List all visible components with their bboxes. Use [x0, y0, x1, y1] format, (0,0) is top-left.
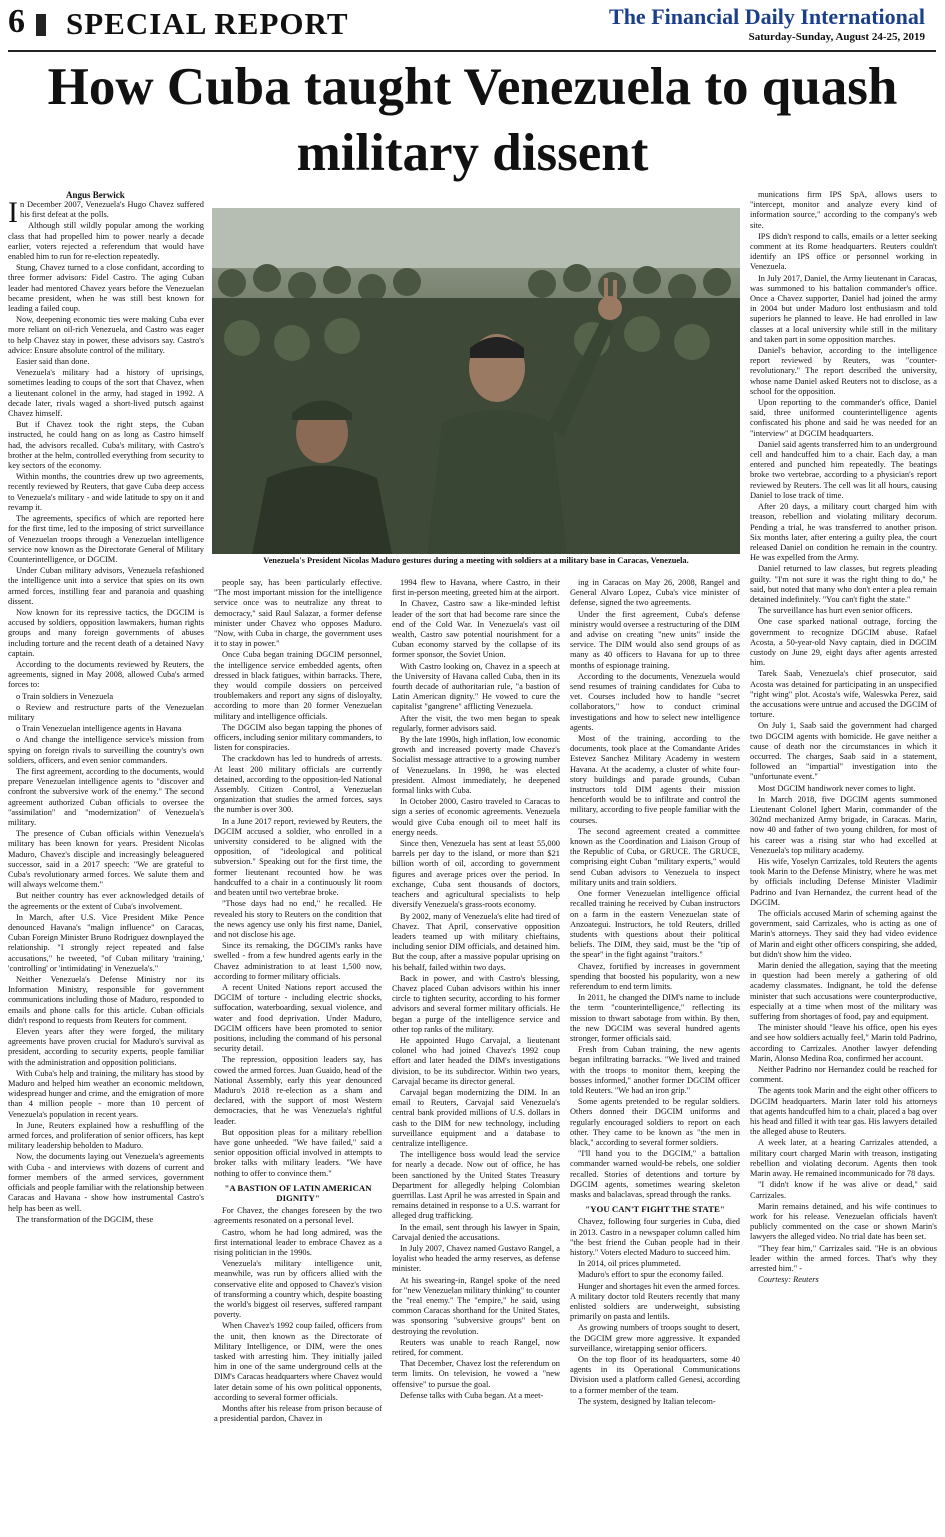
column-paragraphs — [392, 578, 560, 1401]
article-paragraph: Daniel said agents transferred him to an underground cell and handcuffed him to a chair. Each day, a man entered and punched him repeatedly. The beatings broke two vertebrae, according to a physician's report reviewed by Reuters. The cell was lit all hours, causing Daniel to lose track of time. — [750, 439, 937, 500]
article-paragraph: The surveillance has hurt even senior officers. — [758, 606, 913, 616]
header-rule — [8, 50, 936, 52]
article-paragraph: Some agents pretended to be regular soldiers. Others donned their DGCIM uniforms and regularly encouraged soldiers to report on each other. They came to be known as "the men in black," according to several former soldiers. — [570, 1097, 740, 1147]
article-paragraph: Since its remaking, the DGCIM's ranks have swelled - from a few hundred agents early in the Chavez administration to at least 1,500 now, according to former military officials. — [214, 941, 382, 981]
section-marker — [36, 14, 46, 36]
article-paragraph: In March 2018, five DGCIM agents summoned Lieutenant Colonel Igbert Marin, commander of the 302nd mechanized Army brigade, in Caracas. Marin, now 40 and father of two young children, for most of his career was a rising star who had excelled at Venezuela's top military academy. — [750, 794, 937, 855]
subhead: "A BASTION OF LATIN AMERICAN DIGNITY" — [224, 1182, 372, 1203]
article-paragraph: Neither Venezuela's Defense Ministry nor its Information Ministry, responsible for government communications including those of Maduro, responded to emails and phone calls for this article. Cuban officials didn't respond to requests from Reuters for comment. — [8, 975, 204, 1025]
article-paragraph: Under the first agreement, Cuba's defense ministry would oversee a restructuring of the DIM and advise on creating "new units" inside the service. The DIM would also send groups of as many as 40 officers to Havana for up to three months of espionage training. — [570, 609, 740, 670]
article-paragraph: Marin denied the allegation, saying that the meeting in question had been merely a gathering of old academy classmates. Indignant, he told the defense minister that such accusations were counterproductive, especially at a time when most of the military was suffering from shortages of food, pay and equipment. — [750, 961, 937, 1022]
article-paragraph: With Castro looking on, Chavez in a speech at the University of Havana called Cuba, then in its fourth decade of authoritarian rule, "a bastion of Latin American dignity." He vowed to cure the capitalist "gangrene" afflicting Venezuela. — [392, 661, 560, 712]
article-paragraph: Eleven years after they were forged, the military agreements have proven crucial for Maduro's survival as president, according to security experts, people familiar with the administration and opposition politicians. — [8, 1027, 204, 1067]
article-paragraph: 1994 flew to Havana, where Castro, in their first in-person meeting, greeted him at the airport. — [392, 578, 560, 598]
article-column-4 — [570, 578, 740, 1537]
article-paragraph: munications firm IPS SpA, allows users to "intercept, monitor and analyze every kind of information source," according to the company's web site. — [750, 190, 937, 230]
article-paragraph: On the top floor of its headquarters, some 40 agents in its Operational Communications Division used a platform called Genesi, according to a former member of the team. — [570, 1355, 740, 1395]
photo-caption: Venezuela's President Nicolas Maduro gestures during a meeting with soldiers at a military base in Caracas, Venezuela. — [263, 556, 689, 565]
article-paragraph: In 2014, oil prices plummeted. — [578, 1259, 681, 1269]
article-paragraph: The crackdown has led to hundreds of arrests. At least 200 military officials are currently detained, according to the opposition-led National Assembly. Citizen Control, a Venezuelan organization that studies the armed forces, says the number is over 300. — [214, 754, 382, 815]
article-paragraph: In June, Reuters explained how a reshuffling of the armed forces, and proliferation of senior officers, has kept military leadership beholden to Maduro. — [8, 1120, 204, 1151]
article-paragraph: Maduro's effort to spur the economy failed. — [578, 1270, 724, 1280]
article-paragraph: Chavez, following four surgeries in Cuba, died in 2013. Castro in a newspaper column called him "the best friend the Cuban people had in their history." Voters elected Maduro to succeed him. — [570, 1217, 740, 1257]
article-paragraph: When Chavez's 1992 coup failed, officers from the unit, then known as the Directorate of Military Intelligence, or DIM, were the ones tasked with arresting him. They initially jailed him in one of the same underground cells at the DIM's Caracas headquarters where Chavez would later detain some of his own political opponents, according to several former officials. — [214, 1321, 382, 1402]
article-paragraph: Daniel returned to law classes, but regrets pleading guilty. "I'm not sure it was the right thing to do," he said, but noted that many who don't enter a plea remain detained indefinitely. "You can't fight the state." — [750, 564, 937, 604]
article-paragraph: "I'll hand you to the DGCIM," a battalion commander warned would-be rebels, one soldier recalled. Stories of detentions and torture by DGCIM agents, sometimes wearing skeleton masks and balaclavas, spread through the ranks. — [570, 1149, 740, 1199]
article-paragraph: "I didn't know if he was alive or dead," said Carrizales. — [750, 1180, 937, 1200]
article-paragraph: After the visit, the two men began to speak regularly, former advisors said. — [392, 713, 560, 733]
article-paragraph: o Train soldiers in Venezuela — [16, 691, 114, 701]
article-paragraph: Carvajal began modernizing the DIM. In an email to Reuters, Carvajal said Venezuela's central bank provided millions of U.S. dollars in cash to the DIM for new technology, including surveillance equipment and a database to centralize intelligence. — [392, 1087, 560, 1148]
column-paragraphs-after — [570, 1217, 740, 1407]
masthead — [609, 4, 925, 44]
article-paragraph: Although still wildly popular among the working class that had propelled him to power nearly a decade earlier, voters rejected a referendum that would have enabled him to run for re-election repeatedly. — [8, 221, 204, 262]
page-number: 6 — [8, 3, 25, 40]
article-paragraph: In Chavez, Castro saw a like-minded leftist leader of the sort that had become rare since the end of the Cold War. In Venezuela's vast oil wealth, Castro saw potential nourishment for a Cuban economy starved by the collapse of its former sponsor, the Soviet Union. — [392, 599, 560, 660]
article-paragraph: In December 2007, Venezuela's Hugo Chavez suffered his first defeat at the polls. — [8, 200, 204, 229]
article-paragraph: "Those days had no end," he recalled. He revealed his story to Reuters on the condition that the news agency use only his first name, Daniel, and not disclose his age. — [214, 899, 382, 939]
byline: Angus Berwick — [66, 190, 125, 200]
column-paragraphs-after — [214, 1206, 382, 1424]
article-paragraph: Fresh from Cuban training, the new agents began infiltrating barracks. "We lived and trained with the troops to monitor them, keeping the bosses informed," another former DGCIM officer told Reuters. "We had an iron grip." — [570, 1045, 740, 1095]
article-photo — [212, 208, 740, 554]
article-paragraph: After 20 days, a military court charged him with treason, rebellion and violating military decorum. Pending a trial, he was transferred to another prison. Six months later, after entering a guilty plea, the court released Daniel on condition he remain in the country. He was expelled from the Army. — [750, 502, 937, 563]
article-paragraph: The second agreement created a committee known as the Coordination and Liaison Group of the Republic of Cuba, or GRUCE. The GRUCE, comprising eight Cuban "military experts," would send Cuban advisors to Venezuela to inspect military units and train soldiers. — [570, 826, 740, 887]
article-column-5 — [750, 190, 937, 1537]
article-paragraph: The DGCIM also began tapping the phones of officers, including senior military commanders, to listen for conspiracies. — [214, 722, 382, 753]
article-paragraph: In March, after U.S. Vice President Mike Pence denounced Havana's "malign influence" on Caracas, Cuban Foreign Minister Bruno Rodriguez downplayed the relationship. "I strongly reject repeated and false accusations," he tweeted, "of Cuban military 'training,' 'controlling' or 'intimidating' in Venezuela's." — [8, 912, 204, 973]
article-paragraph: Now, deepening economic ties were making Cuba ever more reliant on oil-rich Venezuela, and Castro was eager to help Chavez stay in power, these advisors say. Castro's advice: Ensure absolute control of the military. — [8, 315, 204, 355]
newspaper-name: The Financial Daily International — [609, 4, 925, 29]
article-paragraph: The officials accused Marin of scheming against the government, said Carrizales, who is acting as one of Marin's attorneys. They said they had video evidence of Marin and eight other officers conspiring, she added, but didn't show him the video. — [750, 909, 937, 959]
article-paragraph: With Cuba's help and training, the military has stood by Maduro and helped him weather an economic meltdown, widespread hunger and crime, and the emigration of more than 4 million people - more than 10 percent of Venezuela's population in recent years. — [8, 1068, 204, 1119]
article-paragraph: Now, the documents laying out Venezuela's agreements with Cuba - and interviews with dozens of current and former members of the armed services, government officials and people familiar with the relationship between Caracas and Havana - show how instrumental Castro's help has been as well. — [8, 1152, 204, 1213]
photo-credit: Courtesy: Reuters — [758, 1275, 819, 1285]
article-paragraph: The intelligence boss would lead the service for nearly a decade. Now out of office, he has been sanctioned by the United States Treasury Department for allegedly helping Colombian guerrillas. Last April he was arrested in Spain and remains detained in response to a U.S. warrant for alleged drug trafficking. — [392, 1150, 560, 1221]
article-paragraph: The agents took Marin and the eight other officers to DGCIM headquarters. Marin later told his attorneys that agents handcuffed him to a chair, placed a bag over his head and filled it with tear gas. His lawyers detailed the alleged abuse to Reuters. — [750, 1086, 937, 1137]
article-paragraph: According to the documents, Venezuela would send resumes of training candidates for Cuba to vet. Courses included how to handle "secret collaborators," how to conduct criminal investigations and how to select new intelligence agents. — [570, 671, 740, 732]
article-column-2 — [214, 578, 382, 1537]
article-paragraph: Stung, Chavez turned to a close confidant, according to three former advisors: Fidel Castro. The aging Cuban leader had mentored Chavez years before the Venezuelan became president, when he was still best known for leading a failed coup. — [8, 263, 204, 314]
article-paragraph: Neither Padrino nor Hernandez could be reached for comment. — [750, 1065, 937, 1085]
article-paragraph: Most DGCIM handiwork never comes to light. — [758, 783, 916, 793]
article-paragraph: Under Cuban military advisors, Venezuela refashioned the intelligence unit into a service that spies on its own armed forces, instilling fear and paranoia and quashing dissent. — [8, 566, 204, 606]
article-paragraph: Marin remains detained, and his wife continues to work for his release. Venezuelan officials haven't publicly commented on the case or shown Marin's lawyers the alleged video. No trial date has been set. — [750, 1201, 937, 1242]
article-paragraph: A recent United Nations report accused the DGCIM of torture - including electric shocks, suffocation, waterboarding, sexual violence, and water and food deprivation. Under Maduro, DGCIM officers have been promoted to senior positions, including the command of his personal security detail. — [214, 982, 382, 1054]
article-paragraph: By 2002, many of Venezuela's elite had tired of Chavez. That April, conservative opposition leaders teamed up with military chieftains, including senior DIM officials, and detained him. But the coup, after a massive popular uprising on his behalf, failed within two days. — [392, 911, 560, 972]
section-title: SPECIAL REPORT — [66, 6, 349, 41]
article-paragraph: o Review and restructure parts of the Venezuelan military — [8, 702, 204, 722]
article-column-1 — [8, 200, 204, 1537]
column-paragraphs — [750, 190, 937, 1274]
column-paragraphs — [214, 578, 382, 1179]
article-paragraph: The minister should "leave his office, open his eyes and see how soldiers actually feel," Marin told Padrino, according to Carrizales. Another lawyer defending Marin, Alonso Medina Roa, confirmed her account. — [750, 1023, 937, 1063]
article-paragraph: On July 1, Saab said the government had charged two DGCIM agents with homicide. He gave neither a cause of death nor the circumstances in which it occurred. The charges, Saab said in a statement, followed an "impartial" investigation into the "unfortunate event." — [750, 721, 937, 782]
article-paragraph: Back in power, and with Castro's blessing, Chavez placed Cuban advisors within his inner circle to tighten security, according to his former advisors and several former military officials. He began a purge of the intelligence service and other top ranks of the military. — [392, 973, 560, 1034]
article-paragraph: One case sparked national outrage, forcing the government to recognize DGCIM abuse. Rafael Acosta, a 50-year-old Navy captain, died in DGCIM custody on June 29, eight days after agents arrested him. — [750, 617, 937, 668]
issue-date: Saturday-Sunday, August 24-25, 2019 — [748, 31, 925, 43]
article-paragraph: The transformation of the DGCIM, these — [16, 1214, 154, 1224]
article-paragraph: At his swearing-in, Rangel spoke of the need for "new Venezuelan military thinking" to counter the "real enemy." The "empire," he said, using common Caracas shorthand for the United States, was sponsoring "subversive groups" bent on destroying the revolution. — [392, 1275, 560, 1336]
article-paragraph: As growing numbers of troops sought to desert, the DGCIM grew more aggressive. It expanded surveillance, wiretapping senior officers. — [570, 1323, 740, 1353]
article-paragraph: Most of the training, according to the documents, took place at the Comandante Arides Estevez Sanchez Military Academy in western Havana. At the academy, a cluster of white four-story buildings and parade grounds, Cuban instructors told DIM agents their mission henceforth would be to infiltrate and control the military, according to five people familiar with the courses. — [570, 734, 740, 825]
article-paragraph: In the email, sent through his lawyer in Spain, Carvajal denied the accusations. — [392, 1222, 560, 1242]
article-paragraph: A week later, at a hearing Carrizales attended, a military court charged Marin with treason, instigating rebellion and violating decorum. Agents then took Marin away. He remained incommunicado for 78 days. — [750, 1138, 937, 1179]
article-paragraph: That December, Chavez lost the referendum on term limits. On television, he vowed a "new offensive" to pursue the goal. — [392, 1359, 560, 1389]
article-paragraph: Upon reporting to the commander's office, Daniel said, three uniformed counterintelligence agents confiscated his phone and said he was needed for an "interview" at DGCIM headquarters. — [750, 398, 937, 438]
article-paragraph: Venezuela's military intelligence unit, meanwhile, was run by officers allied with the conservative elite and opposed to Chavez's vision of transforming a country which, despite boasting the world's biggest oil reserves, suffered rampant poverty. — [214, 1259, 382, 1320]
article-paragraph: Castro, whom he had long admired, was the first international leader to embrace Chavez as a rising politician in the 1990s. — [214, 1227, 382, 1257]
article-paragraph: By the late 1990s, high inflation, low economic growth and increased poverty made Chavez's Socialist message attractive to a growing number of Venezuelans. In 1998, he was elected president. Almost immediately, he deepened formal links with Cuba. — [392, 735, 560, 796]
article-paragraph: According to the documents reviewed by Reuters, the agreements, signed in May 2008, allowed Cuba's armed forces to: — [8, 659, 204, 690]
article-paragraph: people say, has been particularly effective. "The most important mission for the intelligence service once was to neutralize any threat to democracy," said Raul Salazar, a former defense minister under Chavez who opposes Maduro. "Now, with Cuba in charge, the government uses it to stay in power." — [214, 578, 382, 649]
article-paragraph: The repression, opposition leaders say, has cowed the armed forces. Juan Guaido, head of the National Assembly, early this year denounced Maduro's 2018 re-election as a sham and declared, with the support of most Western democracies, that he was Venezuela's rightful leader. — [214, 1055, 382, 1126]
article-paragraph: Once Cuba began training DGCIM personnel, the intelligence service embedded agents, often dressed in black fatigues, within barracks. There, they would compile dossiers on perceived troublemakers and report any signs of disloyalty, according to more than 20 former Venezuelan military and intelligence officials. — [214, 650, 382, 721]
article-paragraph: In July 2007, Chavez named Gustavo Rangel, a loyalist who headed the army reserves, as defense minister. — [392, 1244, 560, 1274]
article-paragraph: o And change the intelligence service's mission from spying on foreign rivals to surveilling the country's own soldiers, officers, and even senior commanders. — [8, 735, 204, 765]
article-paragraph: In 2011, he changed the DIM's name to include the term "counterintelligence," reflecting its mission to thwart sabotage from within. By then, the new DGCIM was several hundred agents stronger, former officials said. — [570, 993, 740, 1043]
article-paragraph: His wife, Yoselyn Carrizales, told Reuters the agents took Marin to the Defense Ministry, where he was met by officials including Defense Minister Vladimir Padrino and Ivan Hernandez, the current head of the DGCIM. — [750, 857, 937, 907]
article-paragraph: Easier said than done. — [16, 357, 90, 367]
article-paragraph: The system, designed by Italian telecom- — [578, 1396, 716, 1406]
article-paragraph: The first agreement, according to the documents, would prepare Venezuelan intelligence agents to "discover and confront the subversive work of the enemy." The second agreement authorized Cuban officials to oversee the "assimilation" and "modernization" of Venezuela's military. — [8, 766, 204, 827]
article-paragraph: For Chavez, the changes foreseen by the two agreements resonated on a personal level. — [214, 1206, 382, 1226]
article-paragraph: Daniel's behavior, according to the intelligence report reviewed by Reuters, was "counter-revolutionary." The report described the university, whose name Daniel asked Reuters not to disclose, as a school for the opposition. — [750, 346, 937, 396]
article-paragraph: Hunger and shortages hit even the armed forces. A military doctor told Reuters recently that many enlisted soldiers are underweight, subsisting primarily on pasta and lentils. — [570, 1281, 740, 1322]
article-paragraph: Defense talks with Cuba began. At a meet- — [400, 1390, 544, 1400]
article-paragraph: He appointed Hugo Carvajal, a lieutenant colonel who had joined Chavez's 1992 coup effort and later headed the DIM's investigations division, to be its subdirector. Within two years, Carvajal became its director general. — [392, 1035, 560, 1086]
article-paragraph: The presence of Cuban officials within Venezuela's military has been known for years. President Nicolas Maduro, Chavez's disciple and increasingly beleaguered successor, said in a 2017 speech: "We are grateful to Cuba's revolutionary armed forces. We salute them and will always welcome them." — [8, 829, 204, 890]
article-paragraph: Now known for its repressive tactics, the DGCIM is accused by soldiers, opposition lawmakers, human rights groups and many foreign governments of abuses including torture and the recent death of a detained Navy captain. — [8, 607, 204, 658]
article-paragraph: Reuters was unable to reach Rangel, now retired, for comment. — [392, 1337, 560, 1358]
article-paragraph: In a June 2017 report, reviewed by Reuters, the DGCIM accused a soldier, who enrolled in a university considered to be aligned with the opposition, of "ideological and political subversion." Speaking out for the first time, the former lieutenant recounted how he was handcuffed to a chair in a continuously lit room and beaten until two vertebrae broke. — [214, 816, 382, 898]
article-paragraph: Chavez, fortified by increases in government spending that boosted his popularity, won a new referendum to end term limits. — [570, 961, 740, 991]
article-paragraph: One former Venezuelan intelligence official recalled training he received by Cuban instructors on a farm in the eastern Venezuelan state of Anzoategui. Instructors, he told Reuters, drilled students with questions about their political beliefs. The DIM, they said, must be the "tip of the spear" in the fight against "traitors." — [570, 889, 740, 960]
page-header — [0, 0, 945, 52]
article-paragraph: In October 2000, Castro traveled to Caracas to sign a series of economic agreements. Venezuela would give Cuba enough oil to meet half its energy needs. — [392, 797, 560, 837]
article-paragraph: "They fear him," Carrizales said. "He is an obvious leader within the armed forces. That's why they arrested him." - — [750, 1243, 937, 1273]
article-paragraph: Venezuela's military had a history of uprisings, sometimes leading to coups of the sort that Chavez, when a lieutenant colonel in the army, had staged in 1992. A decade later, rivals waged a short-lived putsch against Chavez himself. — [8, 368, 204, 419]
article-paragraph: Tarek Saab, Venezuela's chief prosecutor, said Acosta was detained for participating in an unspecified "right wing" plot. Acosta's wife, Waleswka Perez, said the accusations were untrue and accused the DGCIM of torture. — [750, 669, 937, 720]
article-paragraph: In July 2017, Daniel, the Army lieutenant in Caracas, was summoned to his battalion commander's office. Once a Chavez supporter, Daniel had joined the army in 2004 but under Maduro lost enthusiasm and told superiors he planned to leave. He had enrolled in law classes at a local university while still in the military and taken part in some opposition marches. — [750, 273, 937, 344]
column-paragraphs — [570, 578, 740, 1200]
article-paragraph: ing in Caracas on May 26, 2008, Rangel and General Alvaro Lopez, Cuba's vice minister of defense, signed the two agreements. — [570, 578, 740, 608]
article-paragraph: The agreements, specifics of which are reported here for the first time, led to the imposing of strict surveillance of Venezuelan troops through a Venezuelan intelligence service now known as the Directorate General of Military Counterintelligence, or DGCIM. — [8, 514, 204, 564]
article-paragraph: Within months, the countries drew up two agreements, recently reviewed by Reuters, that gave Cuba deep access to Venezuela's military - and wide latitude to spy on it and revamp it. — [8, 472, 204, 512]
article-paragraph: But neither country has ever acknowledged details of the agreements or the extent of Cuba's involvement. — [8, 891, 204, 911]
article-paragraph: But if Chavez took the right steps, the Cuban instructed, he could hang on as long as Castro himself had, the advisors recalled. Cuba's military, with Castro's brother at the helm, controlled everything from security to key sectors of the economy. — [8, 420, 204, 471]
article-paragraph: IPS didn't respond to calls, emails or a letter seeking comment at its Rome headquarters. Reuters couldn't identify an IPS office or personnel working in Venezuela. — [750, 231, 937, 272]
article-paragraph: But opposition pleas for a military rebellion have gone unheeded. "We have failed," said a senior opposition official involved in attempts to broker talks with military leaders. "We have nothing to offer to convince them." — [214, 1127, 382, 1178]
article-paragraph: o Train Venezuelan intelligence agents in Havana — [16, 724, 182, 734]
subhead: "YOU CAN'T FIGHT THE STATE" — [585, 1204, 725, 1215]
column-paragraphs — [8, 200, 204, 1225]
headline: How Cuba taught Venezuela to quash military dissent — [47, 58, 898, 182]
article-paragraph: Since then, Venezuela has sent at least 55,000 barrels per day to the island, or more than $21 billion worth of oil, according to government figures and average prices over the period. In exchange, Cuba sent thousands of doctors, teachers and agricultural specialists to help diversify Venezuela's grass-roots economy. — [392, 839, 560, 910]
article-column-3 — [392, 578, 560, 1537]
article-paragraph: Months after his release from prison because of a presidential pardon, Chavez in — [214, 1404, 382, 1424]
